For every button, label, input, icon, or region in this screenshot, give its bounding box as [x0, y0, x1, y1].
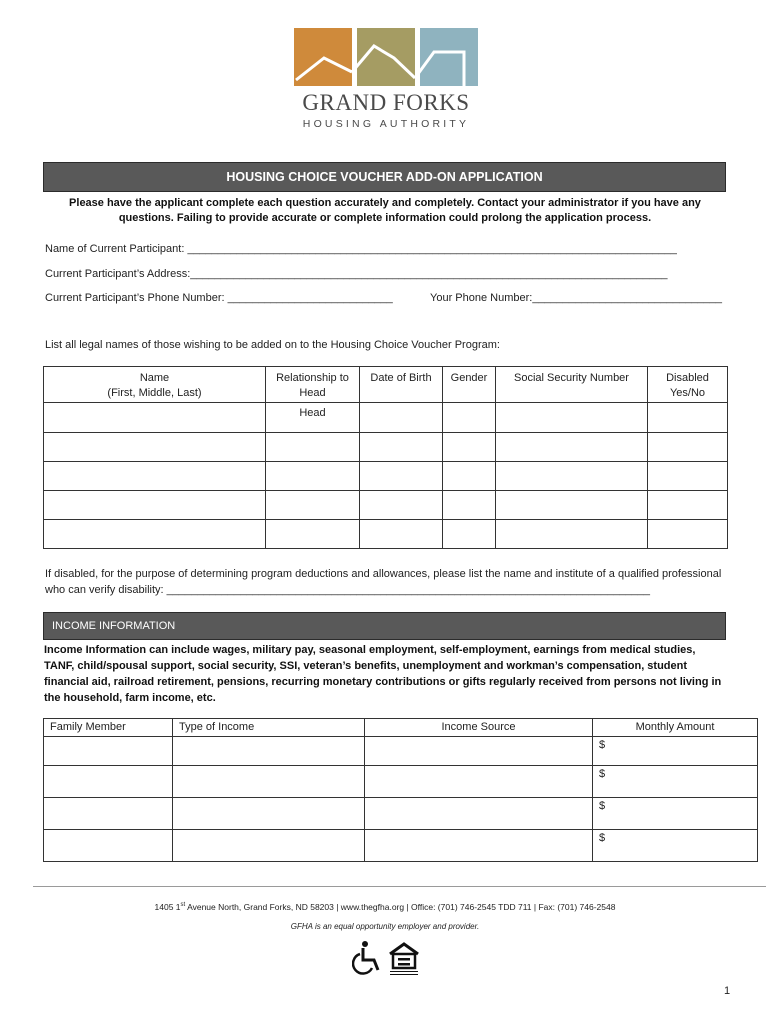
your-phone-field[interactable]: Your Phone Number:_______________________________	[430, 292, 722, 304]
monthly-amount-cell[interactable]: $	[593, 737, 758, 766]
table-row	[44, 520, 728, 549]
table-row	[44, 433, 728, 462]
header-disabled: Disabled Yes/No	[648, 367, 728, 403]
table-row	[44, 830, 758, 862]
participants-header-row	[44, 367, 728, 403]
income-paragraph: Income Information can include wages, military pay, seasonal employment, self-employment, earnings from medical studies, TANF, child/spousal support, social security, SSI, veteran’s benefits, unemployment and workman’s compensation, student financial aid, railroad retirement, pensions, recurring monetary contributions or gifts regularly received from persons not living in the household, farm income, etc.	[44, 644, 722, 704]
table-row	[44, 737, 758, 766]
participants-table	[43, 366, 728, 549]
header-gender: Gender	[443, 367, 496, 403]
disability-note[interactable]: If disabled, for the purpose of determining program deductions and allowances, please list the name and institute of a qualified professional who can verify disability: _______________________________________________________________________________	[45, 568, 722, 596]
table-row	[44, 491, 728, 520]
header-family-member: Family Member	[44, 719, 173, 737]
income-section-title: INCOME INFORMATION	[43, 612, 726, 640]
footer-icons	[352, 940, 424, 976]
header-name: Name (First, Middle, Last)	[44, 367, 266, 403]
form-title: HOUSING CHOICE VOUCHER ADD-ON APPLICATION	[43, 162, 726, 192]
header-date-of-birth: Date of Birth	[360, 367, 443, 403]
footer-address: 1405 1st Avenue North, Grand Forks, ND 58203 | www.thegfha.org | Office: (701) 746-2545 TDD 711 | Fax: (701) 746-2548	[154, 902, 616, 912]
monthly-amount-cell[interactable]: $	[593, 798, 758, 830]
income-header-row	[44, 719, 758, 737]
logo-subtitle: HOUSING AUTHORITY	[302, 118, 470, 130]
equal-opportunity-statement: GFHA is an equal opportunity employer and provider.	[290, 922, 480, 931]
participant-address-field[interactable]: Current Participant’s Address:______________________________________________________________________________	[45, 268, 668, 280]
gfha-logo	[292, 28, 480, 132]
footer-divider	[33, 886, 766, 887]
table-row	[44, 462, 728, 491]
equal-housing-icon	[390, 944, 418, 975]
income-table	[43, 718, 758, 862]
monthly-amount-cell[interactable]: $	[593, 830, 758, 862]
page-number: 1	[724, 985, 731, 997]
header-relationship: Relationship to Head	[266, 367, 360, 403]
logo-houses-icon	[294, 28, 478, 88]
logo-name: GRAND FORKS	[302, 90, 470, 115]
relationship-head-cell: Head	[266, 403, 360, 433]
form-intro: Please have the applicant complete each question accurately and completely. Contact your administrator if you have any questions. Failing to provide accurate or complete information could prolong the application process.	[69, 197, 701, 224]
participant-name-field[interactable]: Name of Current Participant: ________________________________________________________________________________	[45, 243, 677, 255]
header-type-of-income: Type of Income	[173, 719, 365, 737]
accessibility-icon	[353, 941, 378, 974]
header-income-source: Income Source	[365, 719, 593, 737]
header-monthly-amount: Monthly Amount	[593, 719, 758, 737]
monthly-amount-cell[interactable]: $	[593, 766, 758, 798]
list-prompt: List all legal names of those wishing to be added on to the Housing Choice Voucher Program:	[45, 339, 500, 351]
header-ssn: Social Security Number	[496, 367, 648, 403]
table-row	[44, 403, 728, 433]
table-row	[44, 766, 758, 798]
table-row	[44, 798, 758, 830]
participant-phone-field[interactable]: Current Participant’s Phone Number: ___________________________	[45, 292, 393, 304]
